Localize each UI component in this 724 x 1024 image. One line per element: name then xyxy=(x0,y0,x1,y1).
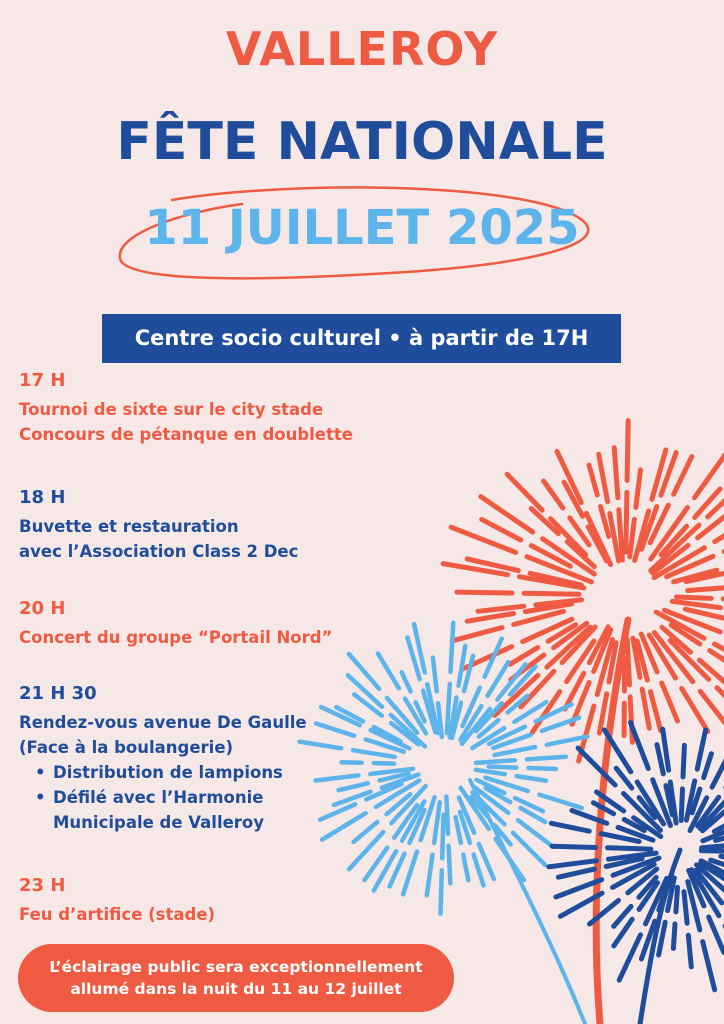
firework-ray xyxy=(599,454,608,501)
schedule-bullet: • Défilé avec l’Harmonie xyxy=(35,785,307,810)
firework-ray xyxy=(701,851,724,852)
firework-ray xyxy=(673,924,675,949)
firework-ray xyxy=(447,684,450,733)
firework-ray xyxy=(539,795,581,808)
firework-ray xyxy=(467,614,513,622)
firework-ray xyxy=(481,497,533,532)
firework-ray xyxy=(378,654,399,689)
firework-ray xyxy=(316,724,354,736)
schedule-block-17h xyxy=(19,368,353,447)
firework-ray xyxy=(626,492,627,552)
firework-ray xyxy=(601,507,609,537)
schedule-bullet: • Distribution de lampions xyxy=(35,760,307,785)
schedule-line: Tournoi de sixte sur le city stade xyxy=(19,400,324,419)
firework-ray xyxy=(608,853,656,859)
firework-ray xyxy=(474,854,484,885)
schedule-line: Buvette et restauration xyxy=(19,517,239,536)
firework-ray xyxy=(476,760,515,763)
firework-ray xyxy=(514,611,564,624)
firework-ray xyxy=(354,822,378,842)
firework-ray xyxy=(704,754,712,778)
firework-ray xyxy=(688,587,724,590)
firework-ray xyxy=(710,651,724,670)
firework-ray xyxy=(608,848,651,849)
firework-ray xyxy=(599,694,606,733)
firework-ray xyxy=(712,755,724,788)
firework-ray xyxy=(342,762,362,763)
firework-ray xyxy=(434,802,440,843)
firework-ray xyxy=(683,745,684,777)
firework-ray xyxy=(457,592,512,593)
firework-ray xyxy=(627,421,628,481)
notice-line: L’éclairage public sera exceptionnellement xyxy=(49,958,423,976)
firework-ray xyxy=(549,861,597,867)
firework-ray xyxy=(451,623,454,672)
firework-ray xyxy=(544,481,563,508)
firework-ray xyxy=(657,745,663,774)
town-title: VALLEROY xyxy=(225,22,499,76)
firework-ray xyxy=(619,935,640,980)
firework-ray xyxy=(630,697,632,742)
firework-ray xyxy=(709,917,724,953)
notice-line: allumé dans la nuit du 11 au 12 juillet xyxy=(70,980,402,998)
firework-ray xyxy=(558,869,594,877)
firework-ray xyxy=(681,789,682,821)
firework-ray xyxy=(676,887,678,912)
firework-ray xyxy=(685,609,724,619)
schedule-block-20h xyxy=(19,596,332,650)
firework-ray xyxy=(697,730,705,769)
firework-ray xyxy=(684,892,687,924)
schedule-line: Rendez-vous avenue De Gaulle xyxy=(19,713,307,732)
firework-ray xyxy=(702,844,724,848)
firework-ray xyxy=(456,817,461,843)
firework-ray xyxy=(353,750,395,757)
public-lighting-notice xyxy=(18,944,454,1012)
firework-ray xyxy=(528,768,556,769)
firework-ray xyxy=(433,658,437,692)
schedule-block-18h xyxy=(19,485,298,564)
schedule-line: Concours de pétanque en doublette xyxy=(19,425,353,444)
firework-ray xyxy=(651,692,661,731)
firework-ray xyxy=(478,606,524,611)
firework-ray xyxy=(402,672,411,691)
firework-ray xyxy=(452,628,502,641)
schedule-time: 20 H xyxy=(19,598,66,619)
firework-ray xyxy=(536,600,582,605)
firework-ray xyxy=(463,855,468,881)
event-date: 11 JUILLET 2025 xyxy=(144,200,580,256)
firework-ray xyxy=(495,747,536,755)
schedule-line: Concert du groupe “Portail Nord” xyxy=(19,628,333,647)
firework-ray xyxy=(630,519,635,557)
firework-ray xyxy=(527,757,566,760)
schedule-time: 17 H xyxy=(19,370,66,391)
firework-ray xyxy=(374,763,394,764)
firework-ray xyxy=(316,775,359,780)
firework-ray xyxy=(339,783,368,790)
venue-banner: Centre socio culturel • à partir de 17H xyxy=(102,314,621,363)
schedule-line: Feu d’artifice (stade) xyxy=(19,905,216,924)
firework-ray xyxy=(349,654,379,689)
firework-ray xyxy=(636,470,641,508)
firework-ray xyxy=(677,597,712,598)
firework-ray xyxy=(552,846,595,847)
schedule-bullet-continuation: Municipale de Valleroy xyxy=(53,813,265,832)
firework-ray xyxy=(614,448,618,498)
firework-ray xyxy=(442,815,443,859)
schedule-line: avec l’Association Class 2 Dec xyxy=(19,542,299,561)
firework-ray xyxy=(589,465,597,495)
firework-ray xyxy=(703,942,715,990)
event-title: FÊTE NATIONALE xyxy=(116,112,608,172)
firework-ray xyxy=(446,797,448,834)
firework-ray xyxy=(672,601,720,607)
schedule-time: 18 H xyxy=(19,487,66,508)
firework-ray xyxy=(507,474,542,510)
schedule-block-21h30 xyxy=(19,681,307,835)
firework-ray xyxy=(662,683,678,721)
firework-ray xyxy=(464,656,473,691)
firework-ray xyxy=(627,640,629,685)
firework-ray xyxy=(489,767,517,768)
firework-ray xyxy=(517,776,546,781)
schedule-time: 21 H 30 xyxy=(19,683,97,704)
firework-ray xyxy=(551,823,589,831)
schedule-block-23h xyxy=(19,873,215,927)
firework-ray xyxy=(441,870,442,914)
firework-ray xyxy=(320,804,355,819)
firework-ray xyxy=(449,846,451,883)
firework-ray xyxy=(642,689,649,728)
firework-ray xyxy=(688,935,691,967)
firework-ray xyxy=(630,723,648,769)
schedule-line: (Face à la boulangerie) xyxy=(19,738,234,757)
firework-ray xyxy=(427,855,433,896)
schedule-time: 23 H xyxy=(19,875,66,896)
firework-ray xyxy=(674,457,692,495)
firework-ray xyxy=(403,852,417,895)
firework-ray xyxy=(524,593,579,594)
firework-ray xyxy=(476,770,505,774)
